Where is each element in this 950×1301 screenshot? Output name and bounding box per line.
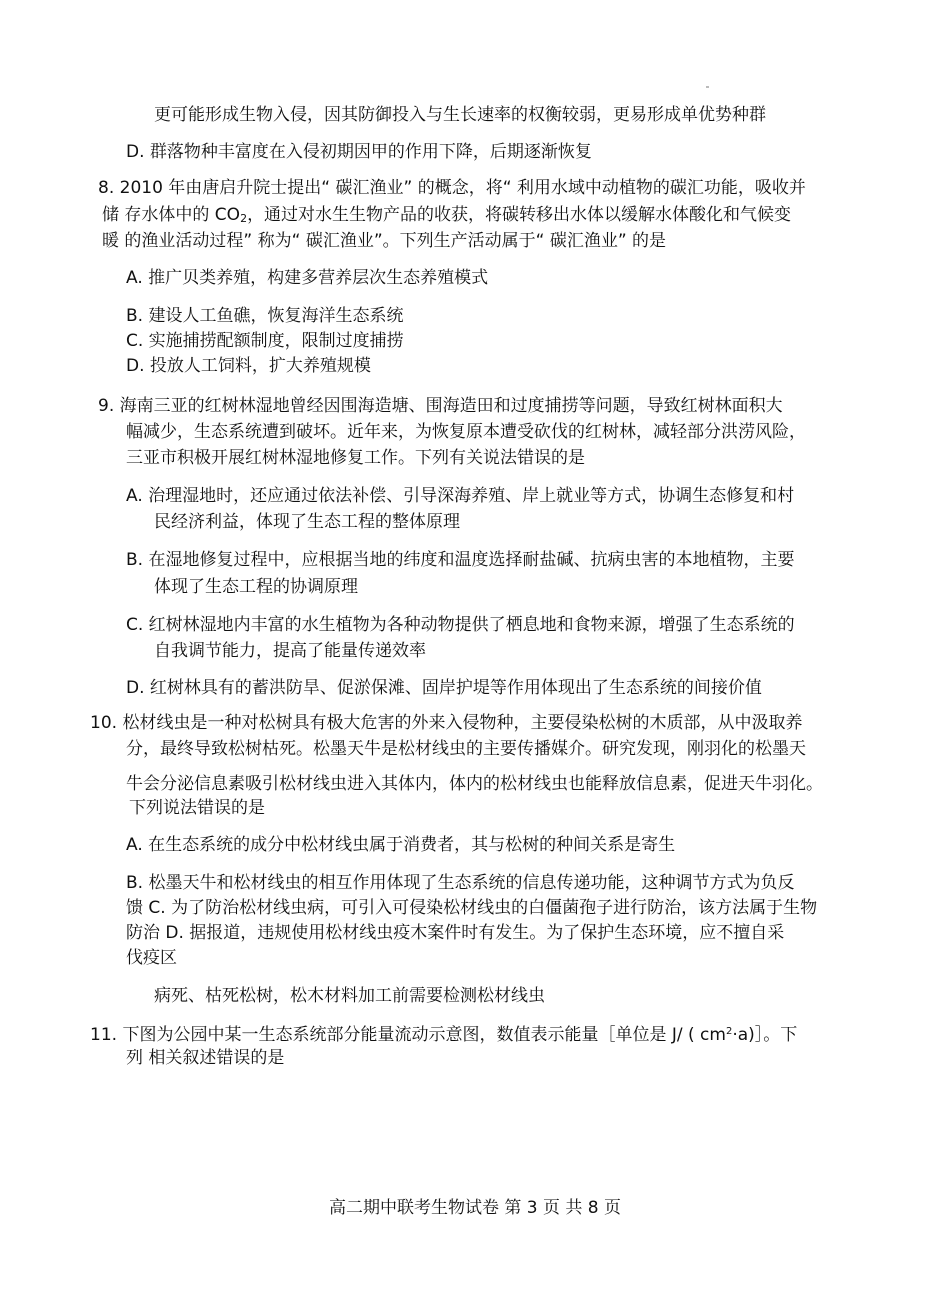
q9-stem-line-2: 幅减少，生态系统遭到破坏。近年来，为恢复原本遭受砍伐的红树林，减轻部分洪涝风险， xyxy=(126,422,806,442)
q9-stem-line-1: 9. 海南三亚的红树林湿地曾经因围海造塘、围海造田和过度捕捞等问题，导致红树林面积大 xyxy=(98,396,783,416)
q9-option-a-line-1: A. 治理湿地时，还应通过依法补偿、引导深海养殖、岸上就业等方式，协调生态修复和村 xyxy=(126,486,795,506)
q11-stem-line-2: 列 相关叙述错误的是 xyxy=(126,1048,285,1068)
q8-option-a: A. 推广贝类养殖，构建多营养层次生态养殖模式 xyxy=(126,268,489,288)
q10-stem-line-1: 10. 松材线虫是一种对松树具有极大危害的外来入侵物种，主要侵染松树的木质部，从中汲取养 xyxy=(90,713,803,733)
q9-option-c-line-1: C. 红树林湿地内丰富的水生植物为各种动物提供了栖息地和食物来源，增强了生态系统的 xyxy=(126,615,795,635)
q7-option-d: D. 群落物种丰富度在入侵初期因甲的作用下降，后期逐渐恢复 xyxy=(126,142,592,162)
q10-stem-line-4: 下列说法错误的是 xyxy=(129,798,265,818)
page-footer: 高二期中联考生物试卷 第 3 页 共 8 页 xyxy=(328,1198,622,1218)
q10-option-a: A. 在生态系统的成分中松材线虫属于消费者，其与松树的种间关系是寄生 xyxy=(126,835,676,855)
q9-option-a-line-2: 民经济利益，体现了生态工程的整体原理 xyxy=(154,512,460,532)
q7-option-c-continuation: 更可能形成生物入侵，因其防御投入与生长速率的权衡较弱，更易形成单优势种群 xyxy=(154,105,766,125)
q9-option-d: D. 红树林具有的蓄洪防旱、促淤保滩、固岸护堤等作用体现出了生态系统的间接价值 xyxy=(126,678,762,698)
q9-option-b-line-2: 体现了生态工程的协调原理 xyxy=(154,577,358,597)
q10-option-d-line-2: 病死、枯死松树，松木材料加工前需要检测松材线虫 xyxy=(154,986,545,1006)
q8-option-b: B. 建设人工鱼礁，恢复海洋生态系统 xyxy=(126,306,404,326)
q10-option-c-line: 防治 D. 据报道，违规使用松材线虫疫木案件时有发生。为了保护生态环境，应不擅自采 xyxy=(126,923,785,943)
q10-option-b-line-1: B. 松墨天牛和松材线虫的相互作用体现了生态系统的信息传递功能，这种调节方式为负反 xyxy=(126,873,795,893)
q10-stem-line-3: 牛会分泌信息素吸引松材线虫进入其体内，体内的松材线虫也能释放信息素，促进天牛羽化。 xyxy=(126,774,823,794)
q8-stem-line-1: 8. 2010 年由唐启升院士提出“ 碳汇渔业” 的概念，将“ 利用水域中动植物的碳汇功能，吸收并 xyxy=(98,178,806,198)
q10-option-d-line-1: 伐疫区 xyxy=(126,948,177,968)
q9-stem-line-3: 三亚市积极开展红树林湿地修复工作。下列有关说法错误的是 xyxy=(126,448,585,468)
q9-option-b-line-1: B. 在湿地修复过程中，应根据当地的纬度和温度选择耐盐碱、抗病虫害的本地植物，主要 xyxy=(126,550,795,570)
q10-option-b-line-2: 馈 C. 为了防治松材线虫病，可引入可侵染松材线虫的白僵菌孢子进行防治，该方法属于生物 xyxy=(126,898,818,918)
q9-option-c-line-2: 自我调节能力，提高了能量传递效率 xyxy=(154,641,426,661)
q10-stem-line-2: 分，最终导致松树枯死。松墨天牛是松材线虫的主要传播媒介。研究发现，刚羽化的松墨天 xyxy=(126,739,806,759)
q8-option-d: D. 投放人工饲料，扩大养殖规模 xyxy=(126,356,371,376)
q8-option-c: C. 实施捕捞配额制度，限制过度捕捞 xyxy=(126,331,404,351)
scan-speck xyxy=(706,86,709,88)
q8-stem-line-3: 暖 的渔业活动过程” 称为“ 碳汇渔业”。下列生产活动属于“ 碳汇渔业” 的是 xyxy=(102,231,667,251)
q8-stem-line-2: 储 存水体中的 CO2，通过对水生生物产品的收获，将碳转移出水体以缓解水体酸化和气候变 xyxy=(102,205,792,225)
q11-stem-line-1: 11. 下图为公园中某一生态系统部分能量流动示意图，数值表示能量［单位是 J/ ( $cm^2\cdot a)]$。下 xyxy=(90,1025,798,1045)
